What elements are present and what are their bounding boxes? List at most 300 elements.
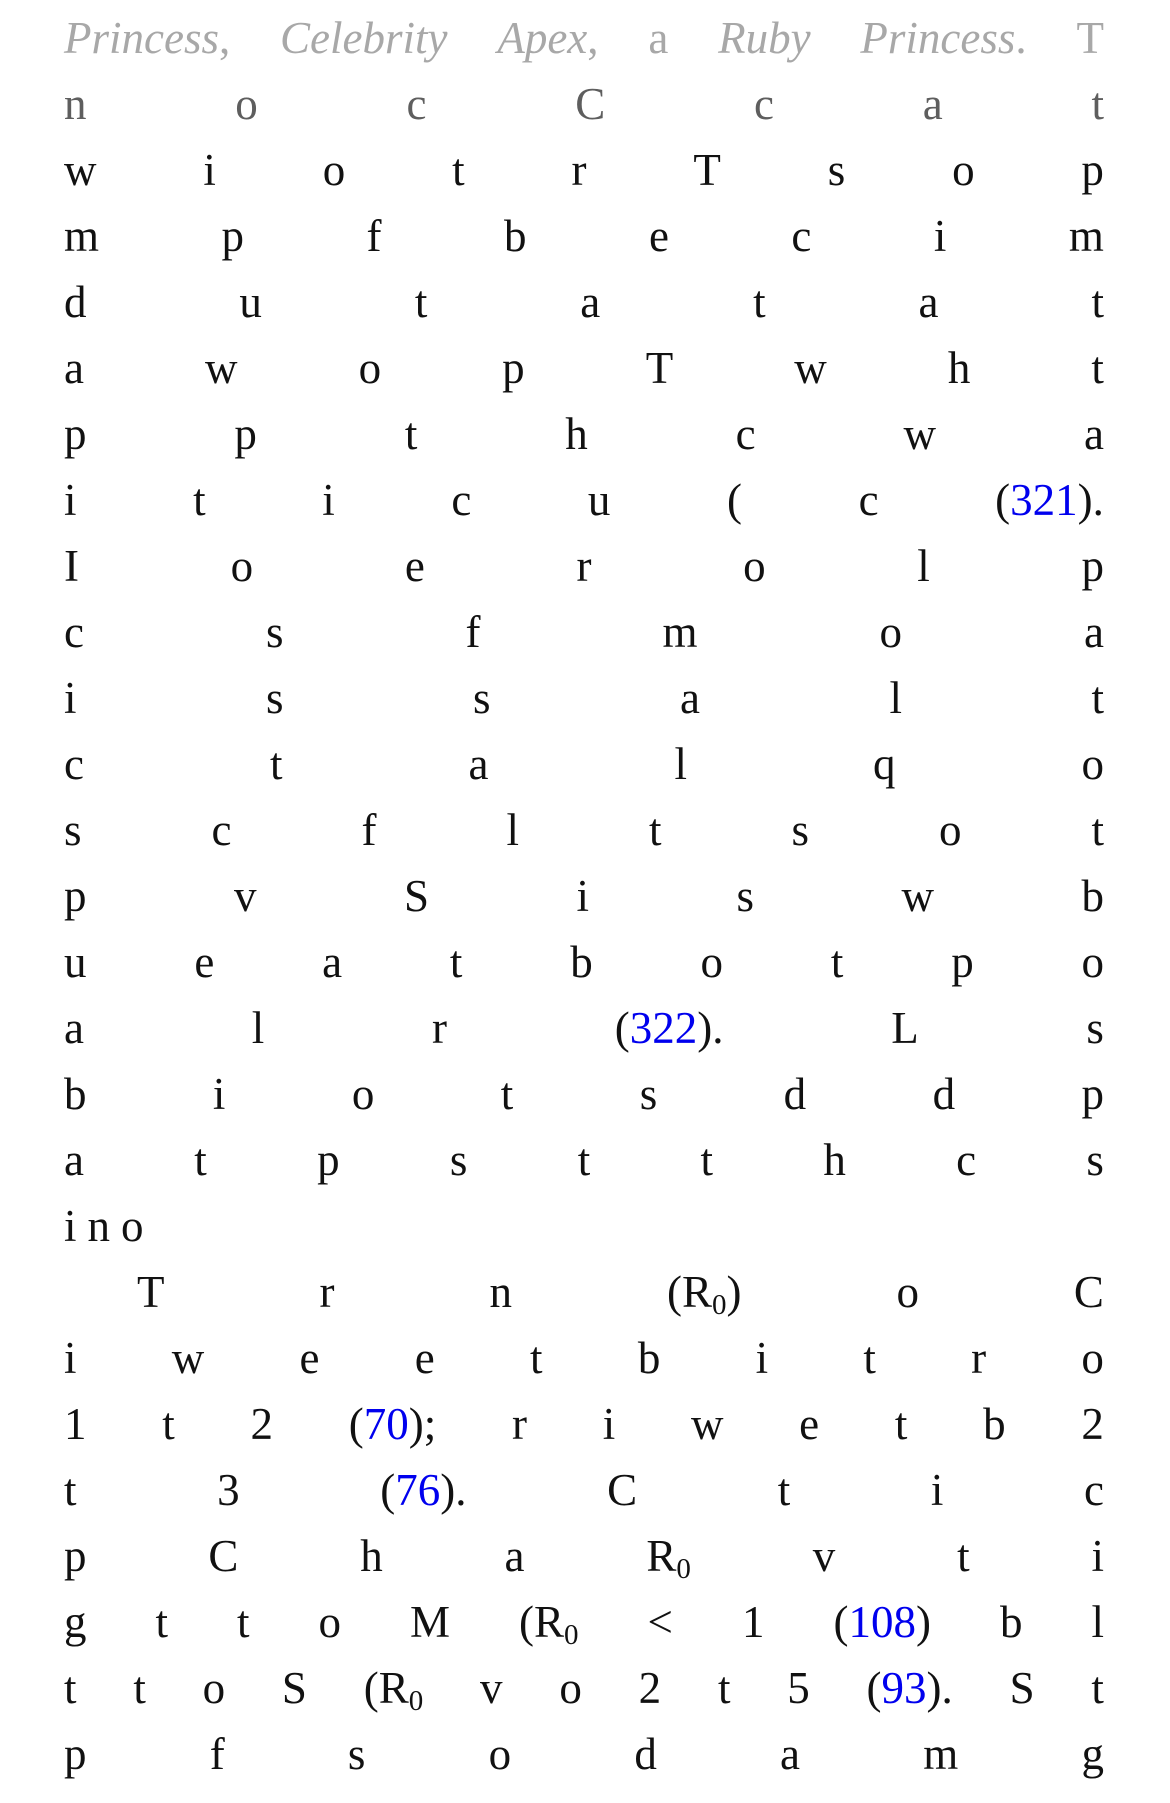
text: l xyxy=(674,739,687,789)
text: b xyxy=(1081,871,1104,921)
text: ( xyxy=(995,475,1011,525)
word xyxy=(237,1589,250,1655)
text: n xyxy=(489,1267,512,1317)
text: 2 xyxy=(250,1399,273,1449)
word xyxy=(565,401,588,467)
text: o xyxy=(938,805,962,855)
word xyxy=(904,401,937,467)
word xyxy=(366,203,381,269)
word xyxy=(634,1721,657,1787)
word xyxy=(405,401,418,467)
word xyxy=(451,467,471,533)
text: a xyxy=(918,277,939,327)
word xyxy=(252,995,265,1061)
text: h xyxy=(360,1531,383,1581)
citation-link[interactable]: 322 xyxy=(629,1003,698,1053)
text: s xyxy=(265,607,284,657)
word xyxy=(1086,995,1104,1061)
text: ( xyxy=(380,1465,396,1515)
word xyxy=(203,1655,226,1721)
text-line xyxy=(64,1655,1104,1721)
word xyxy=(1081,533,1104,599)
text: w xyxy=(64,145,97,195)
text: ( xyxy=(348,1399,364,1449)
text: r xyxy=(319,1267,335,1317)
word xyxy=(1084,1457,1104,1523)
text: o xyxy=(700,937,724,987)
word xyxy=(791,203,811,269)
word xyxy=(948,335,971,401)
word xyxy=(497,5,598,71)
word xyxy=(691,1391,724,1457)
word xyxy=(580,269,600,335)
text-line xyxy=(64,5,1104,71)
word xyxy=(280,5,447,71)
text: t xyxy=(155,1597,169,1647)
text-line xyxy=(64,1457,1104,1523)
text: p xyxy=(234,409,257,459)
word xyxy=(88,1193,111,1259)
text: ). xyxy=(440,1465,467,1515)
word xyxy=(639,1655,662,1721)
text: u xyxy=(587,475,611,525)
word xyxy=(489,1721,512,1787)
word xyxy=(934,203,947,269)
word xyxy=(1091,797,1104,863)
text: t xyxy=(1091,1663,1104,1713)
text-line xyxy=(64,731,1104,797)
subscript-text: 0 xyxy=(676,1553,691,1585)
text-line xyxy=(64,1193,1104,1259)
word xyxy=(64,203,99,269)
word xyxy=(64,599,84,665)
text: s xyxy=(266,673,284,723)
word xyxy=(1086,1127,1104,1193)
word xyxy=(1091,665,1104,731)
text: o xyxy=(202,1663,226,1713)
text: M xyxy=(410,1597,451,1647)
text: t xyxy=(194,1135,207,1185)
text: c xyxy=(791,211,812,261)
text: T xyxy=(645,343,674,393)
text: s xyxy=(639,1069,658,1119)
word xyxy=(432,995,447,1061)
word xyxy=(736,863,754,929)
text: r xyxy=(571,145,587,195)
word xyxy=(813,1523,836,1589)
text: o xyxy=(488,1729,512,1779)
word xyxy=(64,533,79,599)
word xyxy=(64,1457,77,1523)
text: p xyxy=(317,1135,340,1185)
word xyxy=(64,335,84,401)
text: a xyxy=(680,673,700,723)
text: u xyxy=(239,277,262,327)
word xyxy=(1082,929,1105,995)
citation-link[interactable]: 93 xyxy=(881,1663,927,1713)
text: l xyxy=(251,1003,265,1053)
word xyxy=(756,1325,769,1391)
text: ( xyxy=(866,1663,882,1713)
word xyxy=(718,5,810,71)
text: f xyxy=(366,211,382,261)
word xyxy=(64,731,84,797)
word xyxy=(489,1259,512,1325)
text: c xyxy=(1083,1465,1104,1515)
text: s xyxy=(64,805,82,855)
text: p xyxy=(64,409,87,459)
word xyxy=(319,1259,334,1325)
text-line xyxy=(64,533,1104,599)
word xyxy=(64,1127,84,1193)
text: i xyxy=(203,145,216,195)
word xyxy=(667,1259,742,1331)
text: 2 xyxy=(638,1663,662,1713)
text: T xyxy=(693,145,721,195)
text: c xyxy=(754,79,774,129)
text: b xyxy=(570,937,593,987)
text: t xyxy=(193,475,206,525)
word xyxy=(156,1589,169,1655)
text-line xyxy=(64,335,1104,401)
text: R xyxy=(646,1531,677,1581)
word xyxy=(701,929,724,995)
word xyxy=(133,1655,146,1721)
text: t xyxy=(894,1399,908,1449)
word xyxy=(1000,1589,1023,1655)
text: v xyxy=(480,1663,503,1713)
italic-text: Princess xyxy=(64,13,219,63)
text-line xyxy=(64,269,1104,335)
text: t xyxy=(863,1333,876,1383)
text: s xyxy=(1086,1135,1104,1185)
word xyxy=(359,335,382,401)
text: t xyxy=(1091,79,1104,129)
text-line xyxy=(64,1721,1104,1787)
word xyxy=(235,71,258,137)
word xyxy=(512,1391,527,1457)
text: p xyxy=(64,1531,87,1581)
text: t xyxy=(830,937,844,987)
citation-link[interactable]: 76 xyxy=(395,1465,441,1515)
word xyxy=(323,137,346,203)
text: 1 xyxy=(64,1399,87,1449)
word xyxy=(231,533,254,599)
word xyxy=(415,1325,435,1391)
text: f xyxy=(465,607,481,657)
text: t xyxy=(64,1465,77,1515)
word xyxy=(648,5,668,71)
text: p xyxy=(1081,145,1104,195)
word xyxy=(505,1523,525,1589)
word xyxy=(1091,269,1104,335)
word xyxy=(469,731,489,797)
word xyxy=(778,1457,791,1523)
text: n xyxy=(87,1201,111,1251)
word xyxy=(64,1061,87,1127)
text: ). xyxy=(1077,475,1104,525)
word xyxy=(649,203,669,269)
text: p xyxy=(64,1729,87,1779)
text: a xyxy=(504,1531,525,1581)
word xyxy=(480,1655,503,1721)
word xyxy=(361,797,376,863)
text: t xyxy=(237,1597,250,1647)
word xyxy=(64,5,230,71)
text: S xyxy=(403,871,429,921)
word xyxy=(405,533,425,599)
text: ); xyxy=(408,1399,437,1449)
word xyxy=(64,401,87,467)
text: ( xyxy=(833,1597,849,1647)
word xyxy=(995,467,1104,533)
text: l xyxy=(917,541,930,591)
text-line xyxy=(64,599,1104,665)
word xyxy=(570,929,593,995)
italic-text: Ruby xyxy=(718,13,811,63)
word xyxy=(64,1721,87,1787)
text: o xyxy=(952,145,975,195)
text: d xyxy=(932,1069,956,1119)
word xyxy=(317,1127,340,1193)
word xyxy=(663,599,698,665)
word xyxy=(234,401,257,467)
word xyxy=(971,1325,986,1391)
word xyxy=(1091,1589,1104,1655)
text: m xyxy=(923,1729,959,1779)
text: a xyxy=(580,277,601,327)
text: i xyxy=(576,871,589,921)
text-line xyxy=(64,797,1104,863)
word xyxy=(250,1391,273,1457)
word xyxy=(576,863,589,929)
text: o xyxy=(896,1267,919,1317)
text: l xyxy=(1091,1597,1104,1647)
citation-link[interactable]: 321 xyxy=(1010,475,1078,525)
word xyxy=(64,137,97,203)
word xyxy=(736,401,756,467)
word xyxy=(867,1655,953,1721)
text: 2 xyxy=(1081,1399,1104,1449)
text: o xyxy=(879,607,903,657)
text: m xyxy=(64,211,100,261)
word xyxy=(951,929,974,995)
word xyxy=(784,1061,807,1127)
word xyxy=(701,1127,714,1193)
text: s xyxy=(791,805,809,855)
word xyxy=(1084,599,1104,665)
text: t xyxy=(530,1333,543,1383)
word xyxy=(205,335,238,401)
word xyxy=(450,929,463,995)
text: a xyxy=(64,1135,84,1185)
text: p xyxy=(1081,541,1104,591)
word xyxy=(742,1589,765,1655)
text-line xyxy=(64,1061,1104,1127)
word xyxy=(210,1721,225,1787)
text: T xyxy=(137,1267,165,1317)
text: ). xyxy=(697,1003,724,1053)
citation-link[interactable]: 108 xyxy=(848,1597,916,1647)
text: o xyxy=(1081,739,1104,789)
text: t xyxy=(449,937,463,987)
text: i xyxy=(64,1333,77,1383)
word xyxy=(646,1523,691,1595)
word xyxy=(64,863,87,929)
text: s xyxy=(827,145,846,195)
word xyxy=(939,797,962,863)
word xyxy=(823,1127,846,1193)
text: i xyxy=(933,211,947,261)
word xyxy=(466,599,481,665)
word xyxy=(208,1523,238,1589)
word xyxy=(137,1259,165,1325)
text: (R xyxy=(519,1597,565,1647)
word xyxy=(322,929,342,995)
word xyxy=(576,533,591,599)
text: ( xyxy=(614,1003,630,1053)
word xyxy=(957,1523,970,1589)
word xyxy=(933,1061,956,1127)
text: (R xyxy=(666,1267,712,1317)
text-line xyxy=(64,401,1104,467)
word xyxy=(693,137,721,203)
text: c xyxy=(64,607,84,657)
text: r xyxy=(431,1003,447,1053)
word xyxy=(638,1325,661,1391)
text: i xyxy=(64,673,77,723)
word xyxy=(640,1061,658,1127)
text: . xyxy=(1015,13,1027,63)
text: t xyxy=(162,1399,175,1449)
word xyxy=(319,1589,342,1655)
text: b xyxy=(503,211,527,261)
word xyxy=(450,1127,468,1193)
word xyxy=(239,269,262,335)
word xyxy=(571,137,586,203)
text: (R xyxy=(363,1663,409,1713)
text: w xyxy=(794,343,827,393)
text: a xyxy=(64,1003,84,1053)
word xyxy=(64,929,87,995)
word xyxy=(404,863,429,929)
word xyxy=(833,1589,931,1655)
text-line xyxy=(64,467,1104,533)
word xyxy=(415,269,428,335)
word xyxy=(831,929,844,995)
word xyxy=(217,1457,240,1523)
text: 1 xyxy=(741,1597,765,1647)
text-line xyxy=(64,203,1104,269)
word xyxy=(380,1457,466,1523)
word xyxy=(674,731,687,797)
word xyxy=(506,797,519,863)
word xyxy=(162,1391,175,1457)
word xyxy=(1074,1259,1104,1325)
text: t xyxy=(500,1069,514,1119)
text: t xyxy=(64,1663,77,1713)
text: c xyxy=(451,475,472,525)
word xyxy=(519,1589,579,1661)
word xyxy=(64,797,82,863)
word xyxy=(754,71,774,137)
word xyxy=(530,1325,543,1391)
word xyxy=(504,203,527,269)
subscript-text: 0 xyxy=(408,1685,424,1717)
word xyxy=(578,1127,591,1193)
word xyxy=(787,1655,810,1721)
word xyxy=(473,665,491,731)
word xyxy=(1081,863,1104,929)
text: T xyxy=(1076,13,1104,63)
word xyxy=(1076,5,1104,71)
word xyxy=(680,665,700,731)
text: m xyxy=(662,607,698,657)
word xyxy=(172,1325,205,1391)
word xyxy=(501,1061,514,1127)
word xyxy=(64,269,87,335)
word xyxy=(349,1391,437,1457)
word xyxy=(64,467,77,533)
text: , xyxy=(218,13,231,63)
citation-link[interactable]: 70 xyxy=(363,1399,409,1449)
text: t xyxy=(404,409,418,459)
text: t xyxy=(133,1663,146,1713)
word xyxy=(352,1061,375,1127)
text: p xyxy=(502,343,525,393)
text: v xyxy=(233,871,257,921)
text: t xyxy=(414,277,428,327)
word xyxy=(64,1523,87,1589)
word xyxy=(983,1391,1006,1457)
word xyxy=(923,71,943,137)
word xyxy=(794,335,827,401)
text: w xyxy=(903,409,937,459)
word xyxy=(559,1655,582,1721)
text: g xyxy=(64,1597,87,1647)
word xyxy=(502,335,525,401)
word xyxy=(917,533,930,599)
text-line xyxy=(64,995,1104,1061)
text: i xyxy=(64,475,77,525)
word xyxy=(901,863,934,929)
text: ( xyxy=(727,475,742,525)
text: C xyxy=(208,1531,239,1581)
text: d xyxy=(783,1069,807,1119)
text: s xyxy=(449,1135,468,1185)
word xyxy=(588,467,611,533)
word xyxy=(615,995,724,1061)
text: p xyxy=(64,871,87,921)
text: C xyxy=(575,79,606,129)
text: c xyxy=(211,805,232,855)
text: f xyxy=(209,1729,225,1779)
word xyxy=(860,5,1026,71)
text: e xyxy=(648,211,669,261)
word xyxy=(727,467,742,533)
text: i xyxy=(64,1201,77,1251)
text: i xyxy=(755,1333,769,1383)
text: C xyxy=(607,1465,638,1515)
text: c xyxy=(64,739,84,789)
text: w xyxy=(901,871,934,921)
word xyxy=(64,1193,77,1259)
text: c xyxy=(956,1135,977,1185)
word xyxy=(1082,1061,1105,1127)
text: c xyxy=(735,409,756,459)
word xyxy=(1082,731,1105,797)
text: h xyxy=(947,343,971,393)
